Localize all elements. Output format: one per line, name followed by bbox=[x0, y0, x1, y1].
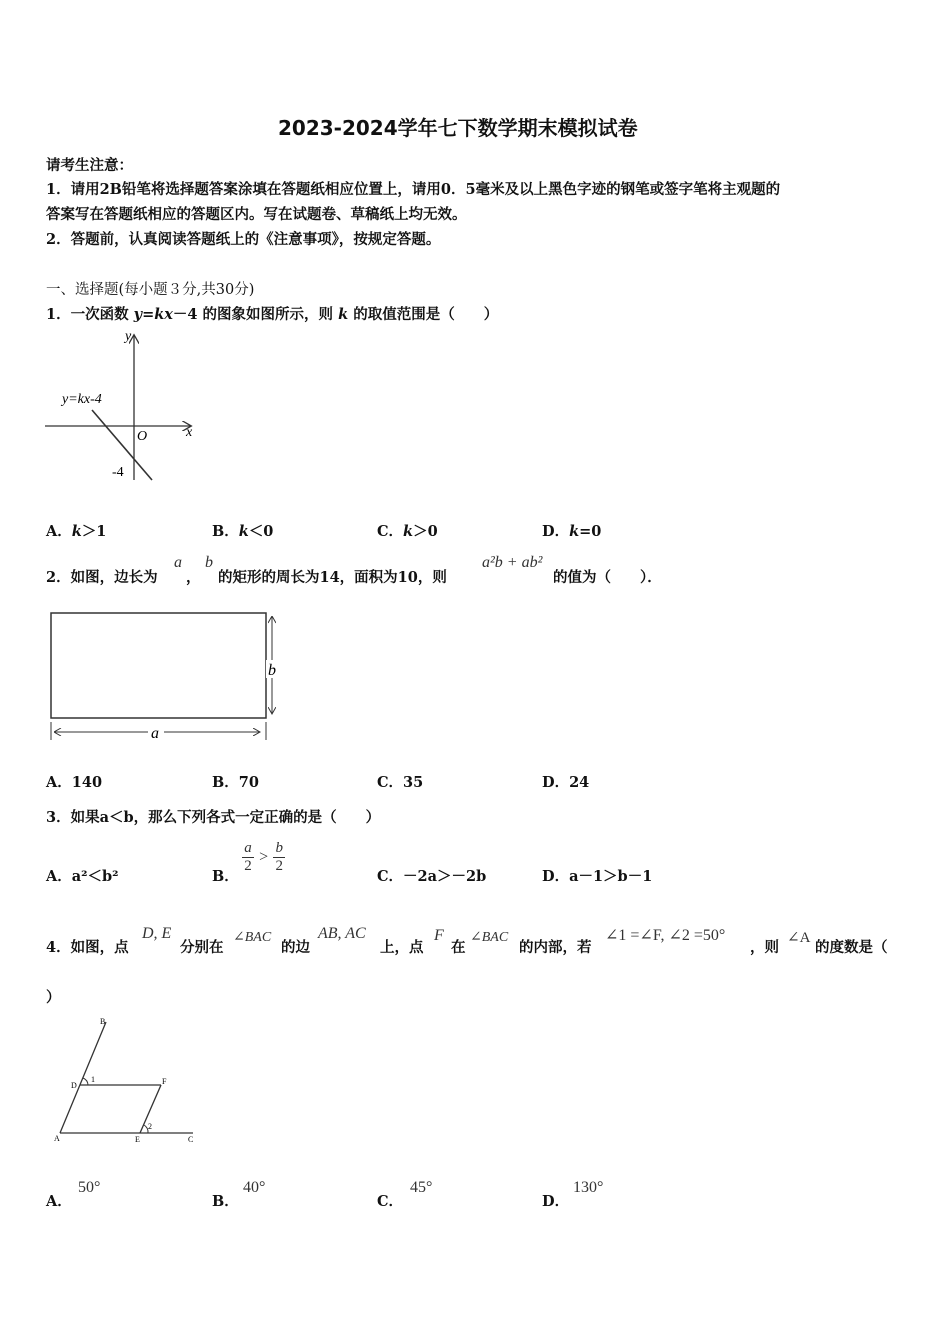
section-heading: 一、选择题(每小题３分,共30分) bbox=[46, 282, 255, 298]
line-label: y=kx-4 bbox=[62, 392, 102, 407]
q1-option-b: B．k＜0 bbox=[212, 523, 274, 540]
q2-option-c: C．35 bbox=[377, 774, 424, 791]
x-axis-label: x bbox=[186, 425, 193, 440]
q2-option-d: D．24 bbox=[542, 774, 590, 791]
b-label: b bbox=[268, 662, 276, 679]
q1-prefix: 1．一次函数 bbox=[46, 306, 134, 323]
question-2-prefix: 2．如图，边长为 bbox=[46, 569, 158, 586]
question-1 bbox=[46, 303, 498, 324]
q4-option-d-value: 130° bbox=[573, 1179, 604, 1196]
origin-label: O bbox=[137, 429, 148, 444]
q3-option-b-expression: $\frac{a}{2}$ > $\frac{b}{2}$ bbox=[242, 840, 285, 875]
q2-b: b bbox=[205, 554, 213, 571]
q4-p8: 的度数是（ bbox=[815, 939, 888, 956]
q2-comma: ， bbox=[186, 569, 201, 586]
notice-line-3: 2．答题前，认真阅读答题纸上的《注意事项》，按规定答题。 bbox=[46, 231, 441, 248]
q1-option-d: D．k=0 bbox=[542, 523, 602, 540]
q4-p2: 分别在 bbox=[180, 939, 224, 956]
q2-suffix: 的值为（ ）． bbox=[553, 569, 662, 586]
q4-angle-figure bbox=[48, 1016, 203, 1148]
q4-option-b-letter: B． bbox=[212, 1193, 239, 1210]
q4-condition: ∠1 =∠F, ∠2 =50° bbox=[605, 927, 726, 944]
q1-func: y=kx bbox=[133, 306, 173, 323]
q2-expression: a²b + ab² bbox=[482, 554, 543, 571]
q4-close: ） bbox=[46, 989, 61, 1006]
q1-k: k bbox=[338, 306, 349, 323]
q4-p6: 的内部，若 bbox=[519, 939, 592, 956]
q4-p3: 的边 bbox=[281, 939, 310, 956]
q1-graph-figure bbox=[40, 328, 205, 488]
q4-abac: AB, AC bbox=[318, 925, 366, 942]
q4-bac-2: ∠BAC bbox=[470, 930, 509, 945]
line-ab bbox=[60, 1022, 106, 1133]
label-f: F bbox=[162, 1077, 167, 1086]
q2-a: a bbox=[174, 554, 182, 571]
q4-option-c-letter: C． bbox=[377, 1193, 404, 1210]
q4-option-d-letter: D． bbox=[542, 1193, 570, 1210]
q4-option-a-value: 50° bbox=[78, 1179, 101, 1196]
q4-p1: 4．如图，点 bbox=[46, 939, 129, 956]
q4-de: D, E bbox=[142, 925, 172, 942]
q4-option-b-value: 40° bbox=[243, 1179, 266, 1196]
notice-line-1: 1．请用2B铅笔将选择题答案涂填在答题纸相应位置上，请用0．5毫米及以上黑色字迹的钢笔或签字笔将主观题的 bbox=[46, 181, 781, 198]
q4-option-a-letter: A． bbox=[46, 1193, 72, 1210]
q2-option-a: A．140 bbox=[46, 774, 103, 791]
y-axis-label: y bbox=[125, 329, 132, 344]
label-b: B bbox=[100, 1017, 106, 1026]
label-a: A bbox=[54, 1134, 60, 1143]
q2-mid: 的矩形的周长为14，面积为10，则 bbox=[218, 569, 447, 586]
notice-heading: 请考生注意： bbox=[46, 157, 133, 174]
question-3: 3．如果a＜b，那么下列各式一定正确的是（ ） bbox=[46, 809, 381, 826]
q4-angle-a: ∠A bbox=[787, 930, 811, 946]
label-d: D bbox=[71, 1081, 77, 1090]
rectangle bbox=[51, 613, 266, 718]
q3-option-a: A．a²＜b² bbox=[46, 868, 119, 885]
q4-option-c-value: 45° bbox=[410, 1179, 433, 1196]
q1-suffix: 的取值范围是（ ） bbox=[348, 306, 499, 323]
label-angle-2: 2 bbox=[148, 1122, 152, 1131]
q2-rectangle-figure bbox=[44, 608, 294, 748]
q2-option-b: B．70 bbox=[212, 774, 259, 791]
label-e: E bbox=[135, 1135, 140, 1144]
page-title: 2023-2024学年七下数学期末模拟试卷 bbox=[278, 116, 638, 140]
label-c: C bbox=[188, 1135, 194, 1144]
q3-option-d: D．a－1＞b－1 bbox=[542, 868, 653, 885]
q3-option-b-letter: B． bbox=[212, 868, 239, 885]
q1-option-c: C．k＞0 bbox=[377, 523, 438, 540]
a-label: a bbox=[151, 725, 159, 742]
q4-p7: ，则 bbox=[750, 939, 779, 956]
label-angle-1: 1 bbox=[91, 1075, 95, 1084]
q4-f: F bbox=[434, 927, 444, 944]
q4-p4: 上，点 bbox=[380, 939, 424, 956]
q4-bac-1: ∠BAC bbox=[233, 930, 272, 945]
q4-p5: 在 bbox=[451, 939, 466, 956]
q3-option-c: C．－2a＞－2b bbox=[377, 868, 487, 885]
notice-line-2: 答案写在答题纸相应的答题区内。写在试题卷、草稿纸上均无效。 bbox=[46, 206, 467, 223]
intercept-label: -4 bbox=[112, 465, 124, 480]
q1-rest: －4 的图象如图所示，则 bbox=[172, 306, 339, 323]
q1-option-a: A．k＞1 bbox=[46, 523, 107, 540]
